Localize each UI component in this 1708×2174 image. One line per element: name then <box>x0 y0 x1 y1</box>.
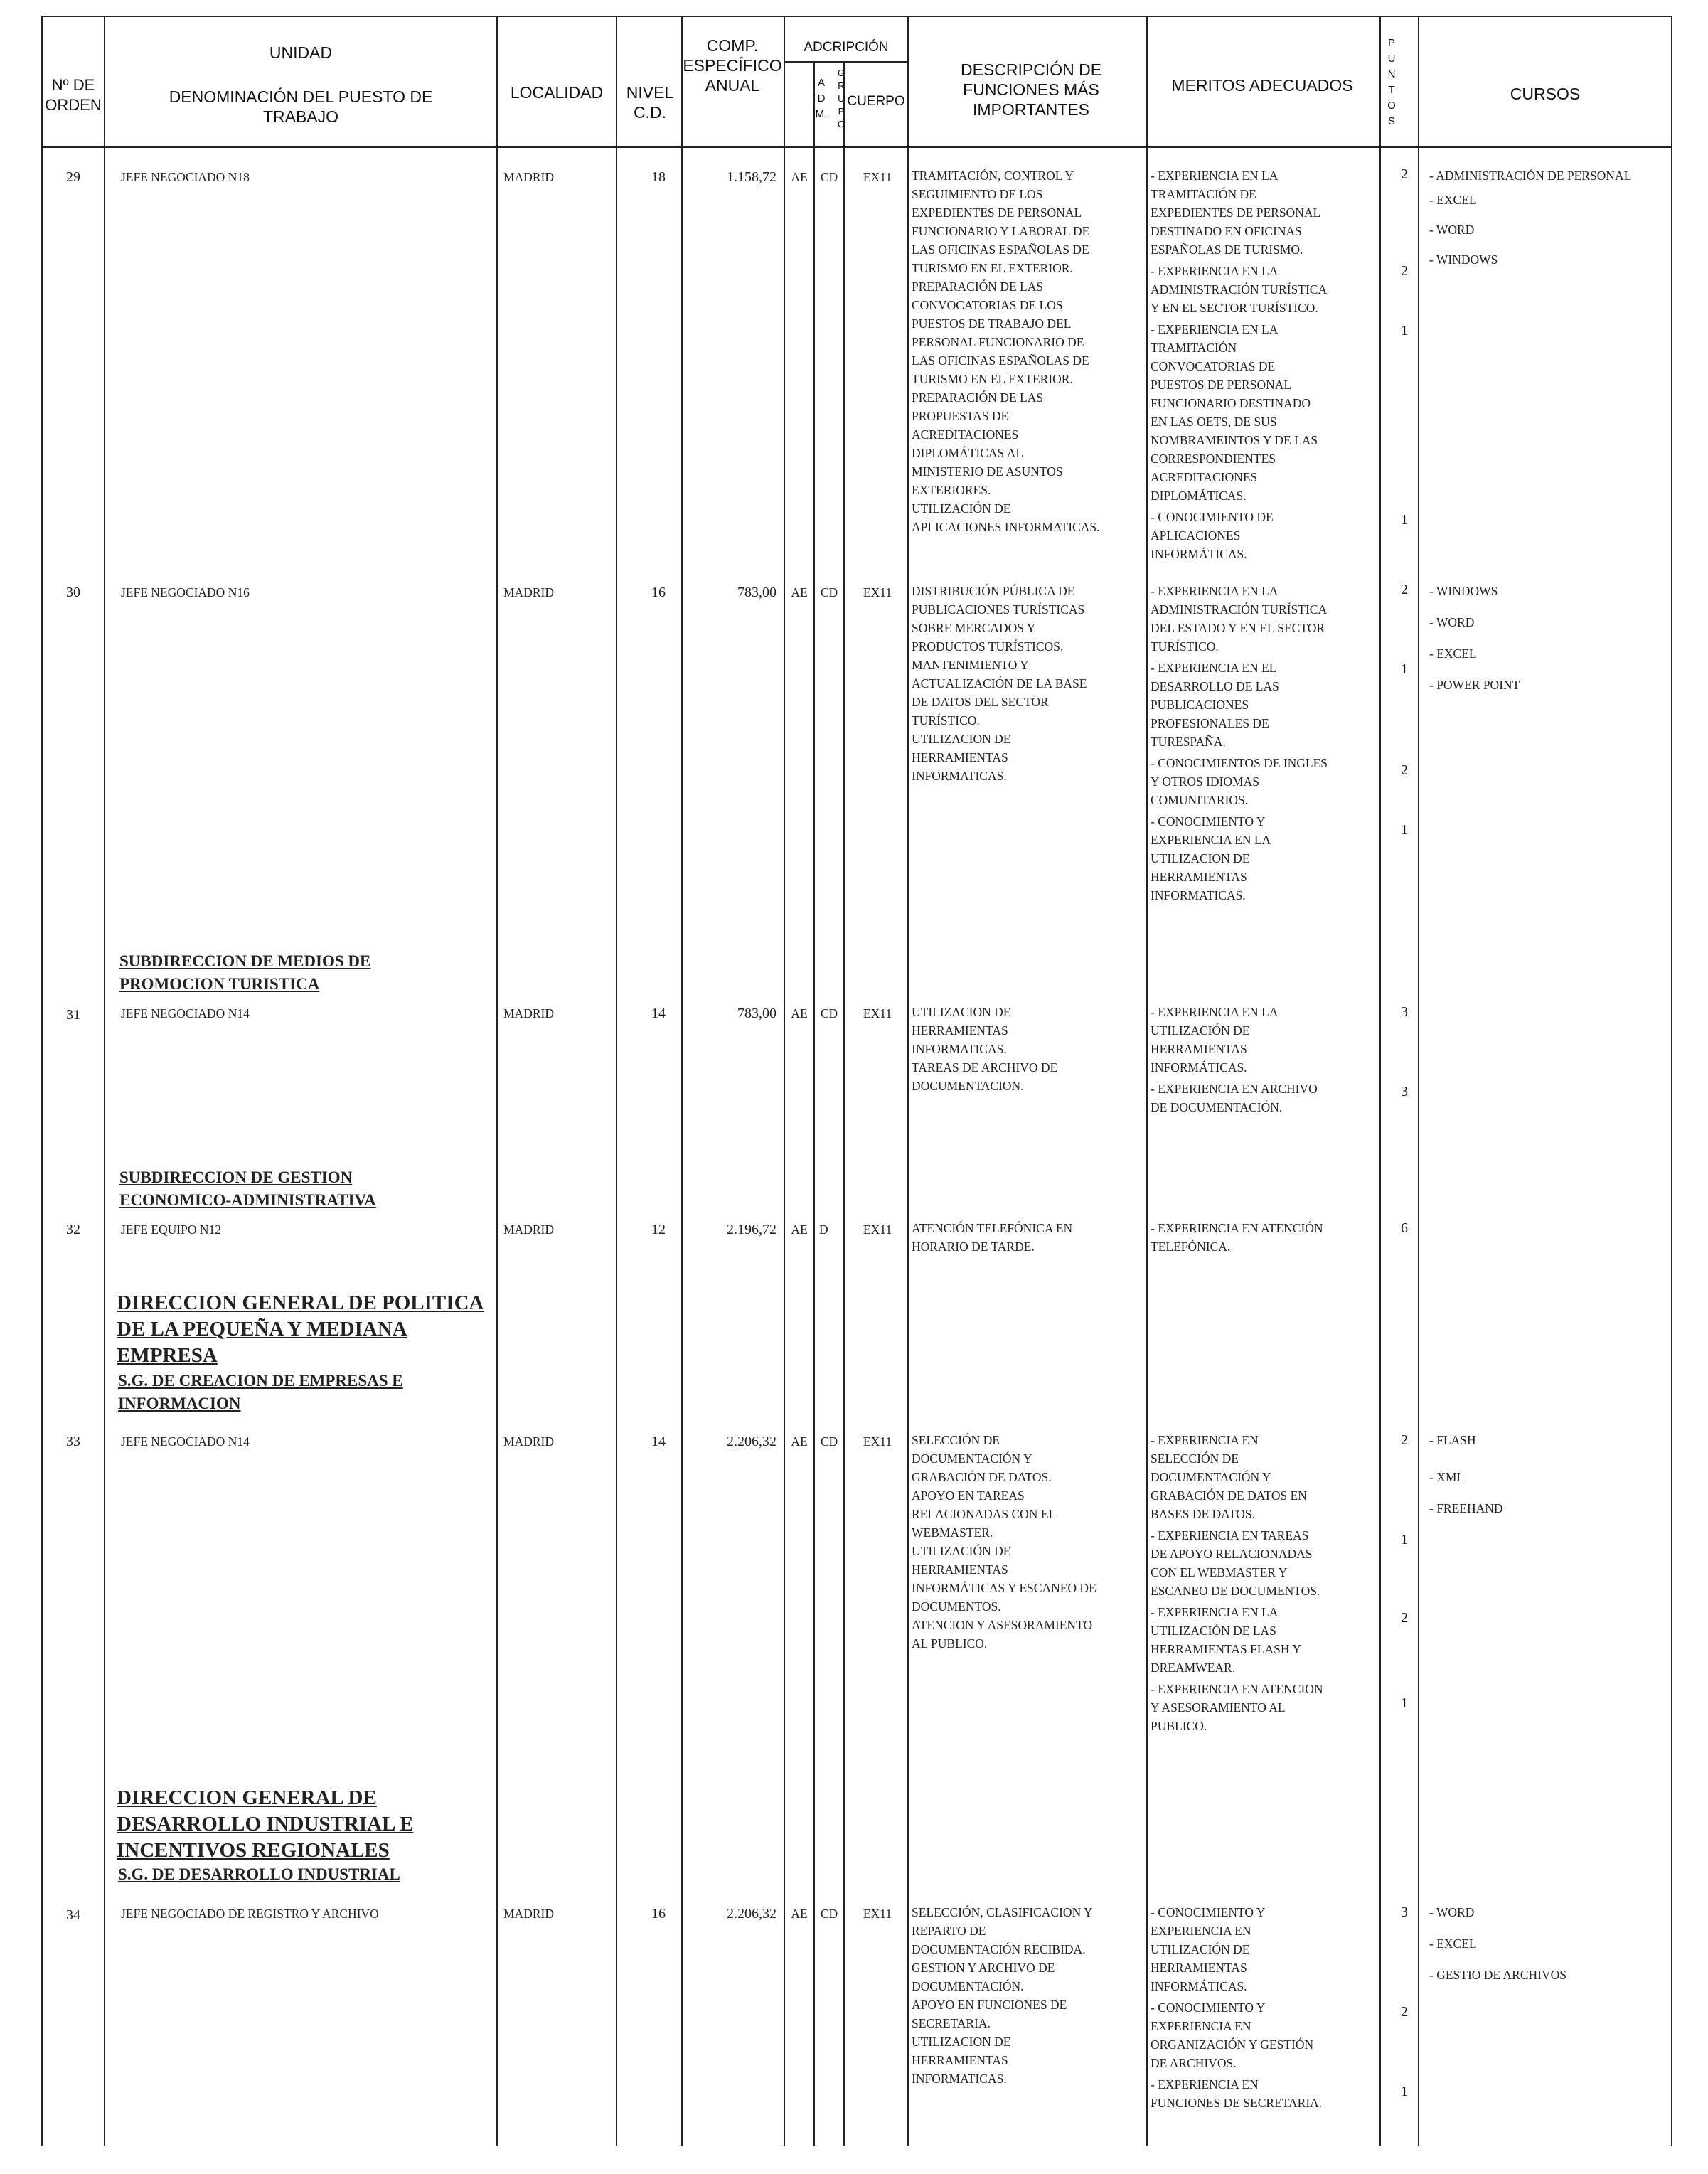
section-line: DESARROLLO INDUSTRIAL E <box>117 1813 414 1835</box>
merit-item <box>1151 320 1377 505</box>
text-line: EXPEDIENTES DE PERSONAL <box>912 206 1082 220</box>
text-line: CORRESPONDIENTES <box>1151 452 1276 466</box>
merit-item <box>1151 1603 1377 1677</box>
row-33-nivel: 14 <box>651 1434 666 1449</box>
text-line: HERRAMIENTAS <box>1151 1042 1247 1056</box>
merit-item <box>1151 1680 1377 1735</box>
row-34-nivel: 16 <box>651 1906 666 1922</box>
row-29-puntos-2: 2 <box>1401 263 1408 279</box>
row-33-funciones <box>912 1431 1143 1653</box>
row-30-nivel: 16 <box>651 585 666 600</box>
course-item: - GESTIO DE ARCHIVOS <box>1429 1968 1566 1982</box>
text-line: - CONOCIMIENTO Y <box>1151 1905 1266 1919</box>
text-line: TURISMO EN EL EXTERIOR. <box>912 372 1073 386</box>
text-line: DISTRIBUCIÓN PÚBLICA DE <box>912 584 1075 598</box>
row-29-puesto: JEFE NEGOCIADO N18 <box>121 170 250 184</box>
text-line: PREPARACIÓN DE LAS <box>912 390 1044 405</box>
row-34-puntos-3: 1 <box>1401 2084 1408 2099</box>
row-31-puesto: JEFE NEGOCIADO N14 <box>121 1006 250 1021</box>
row-34-funciones <box>912 1903 1143 2088</box>
text-line: HERRAMIENTAS <box>1151 870 1247 884</box>
row-32-adm: AE <box>791 1222 808 1237</box>
text-line: INFORMÁTICAS Y ESCANEO DE <box>912 1581 1096 1595</box>
row-29-grupo: CD <box>820 170 838 184</box>
text-line: - EXPERIENCIA EN <box>1151 1433 1259 1447</box>
section-subdireccion-medios <box>119 950 489 996</box>
row-31-puntos-2: 3 <box>1401 1084 1408 1099</box>
text-line: CON EL WEBMASTER Y <box>1151 1565 1288 1579</box>
text-line: SECRETARIA. <box>912 2016 991 2030</box>
text-line: HERRAMIENTAS <box>912 2053 1008 2067</box>
row-29-puntos-1: 2 <box>1401 166 1408 182</box>
col-border-localidad <box>616 16 617 2146</box>
course-item: - ADMINISTRACIÓN DE PERSONAL <box>1429 169 1632 183</box>
col-border-orden <box>104 16 105 2146</box>
text-line: BASES DE DATOS. <box>1151 1507 1255 1521</box>
text-line: ADMINISTRACIÓN TURÍSTICA <box>1151 602 1328 617</box>
text-line: GESTION Y ARCHIVO DE <box>912 1961 1055 1975</box>
row-30-grupo: CD <box>820 585 838 600</box>
row-29-funciones <box>912 166 1143 536</box>
text-line: MINISTERIO DE ASUNTOS <box>912 464 1063 479</box>
row-33-adm: AE <box>791 1434 808 1449</box>
row-30-localidad: MADRID <box>503 585 554 600</box>
header-cuerpo: CUERPO <box>847 94 905 109</box>
row-33-grupo: CD <box>820 1434 838 1449</box>
text-line: UTILIZACIÓN DE LAS <box>1151 1624 1276 1638</box>
text-line: DESARROLLO DE LAS <box>1151 679 1279 693</box>
text-line: UTILIZACION DE <box>1151 851 1250 865</box>
text-line: APOYO EN FUNCIONES DE <box>912 1998 1067 2012</box>
row-31-localidad: MADRID <box>503 1006 554 1021</box>
text-line: APLICACIONES INFORMATICAS. <box>912 520 1100 534</box>
row-30-orden: 30 <box>66 585 80 600</box>
text-line: MANTENIMIENTO Y <box>912 658 1029 672</box>
text-line: HERRAMIENTAS FLASH Y <box>1151 1642 1301 1656</box>
text-line: NOMBRAMEINTOS Y DE LAS <box>1151 433 1318 447</box>
row-32-nivel: 12 <box>651 1222 666 1237</box>
row-33-meritos <box>1151 1431 1377 1738</box>
text-line: DOCUMENTACIÓN. <box>912 1979 1024 1993</box>
text-line: ATENCIÓN TELEFÓNICA EN <box>912 1221 1073 1235</box>
text-line: CONVOCATORIAS DE LOS <box>912 298 1063 312</box>
text-line: AL PUBLICO. <box>912 1636 988 1651</box>
text-line: DOCUMENTOS. <box>912 1599 1001 1614</box>
text-line: DOCUMENTACION. <box>912 1079 1024 1093</box>
row-29-comp: 1.158,72 <box>727 169 776 185</box>
row-29-meritos <box>1151 166 1377 566</box>
section-line: DE LA PEQUEÑA Y MEDIANA <box>117 1318 407 1341</box>
text-line: TRAMITACIÓN DE <box>1151 187 1256 201</box>
text-line: UTILIZACION DE <box>912 732 1011 746</box>
text-line: - EXPERIENCIA EN <box>1151 2077 1259 2092</box>
col-border-puntos <box>1418 16 1419 2146</box>
section-dg-pyme <box>117 1290 493 1369</box>
row-29-puntos-3: 1 <box>1401 323 1408 339</box>
row-29-cuerpo: EX11 <box>863 170 892 184</box>
text-line: ACREDITACIONES <box>912 427 1019 442</box>
text-line: DREAMWEAR. <box>1151 1661 1236 1675</box>
row-31-grupo: CD <box>820 1006 838 1021</box>
text-line: EXPERIENCIA EN <box>1151 1924 1251 1938</box>
text-line: INFORMATICAS. <box>912 1042 1007 1056</box>
row-34-localidad: MADRID <box>503 1907 554 1921</box>
adscripcion-divider <box>784 61 907 63</box>
text-line: ORGANIZACIÓN Y GESTIÓN <box>1151 2037 1314 2052</box>
row-31-puntos-1: 3 <box>1401 1004 1408 1020</box>
text-line: - EXPERIENCIA EN TAREAS <box>1151 1528 1309 1542</box>
text-line: PROFESIONALES DE <box>1151 716 1269 730</box>
text-line: DESTINADO EN OFICINAS <box>1151 224 1302 238</box>
row-33-puntos-3: 2 <box>1401 1610 1408 1626</box>
course-item: - WINDOWS <box>1429 252 1498 267</box>
text-line: EXTERIORES. <box>912 483 991 497</box>
row-31-orden: 31 <box>66 1007 80 1023</box>
row-30-puesto: JEFE NEGOCIADO N16 <box>121 585 250 600</box>
text-line: TURESPAÑA. <box>1151 735 1226 749</box>
text-line: FUNCIONES DE SECRETARIA. <box>1151 2096 1323 2110</box>
text-line: HORARIO DE TARDE. <box>912 1240 1035 1254</box>
text-line: TURÍSTICO. <box>912 713 980 728</box>
text-line: WEBMASTER. <box>912 1525 993 1540</box>
row-30-adm: AE <box>791 585 808 600</box>
text-line: - EXPERIENCIA EN LA <box>1151 169 1279 183</box>
text-line: - EXPERIENCIA EN EL <box>1151 661 1277 675</box>
text-line: RELACIONADAS CON EL <box>912 1507 1057 1521</box>
text-line: DE DOCUMENTACIÓN. <box>1151 1100 1283 1114</box>
text-line: HERRAMIENTAS <box>912 1023 1008 1038</box>
text-line: COMUNITARIOS. <box>1151 793 1249 807</box>
text-line: SELECCIÓN DE <box>912 1433 1000 1447</box>
row-33-puntos-4: 1 <box>1401 1695 1408 1711</box>
text-line: INFORMATICAS. <box>1151 888 1246 902</box>
row-34-cursos <box>1429 1903 1668 1984</box>
text-line: TAREAS DE ARCHIVO DE <box>912 1060 1058 1075</box>
header-localidad: LOCALIDAD <box>510 83 604 102</box>
course-item: - EXCEL <box>1429 1936 1477 1951</box>
row-32-comp: 2.196,72 <box>727 1222 776 1237</box>
section-sg-desarrollo-industrial <box>118 1863 493 1886</box>
text-line: DEL ESTADO Y EN EL SECTOR <box>1151 621 1325 635</box>
row-31-comp: 783,00 <box>737 1006 776 1021</box>
text-line: ESCANEO DE DOCUMENTOS. <box>1151 1584 1320 1598</box>
row-29-orden: 29 <box>66 169 80 185</box>
header-comp: COMP. ESPECÍFICO ANUAL <box>683 36 782 95</box>
header-meritos: MERITOS ADECUADOS <box>1171 76 1353 95</box>
text-line: REPARTO DE <box>912 1924 986 1938</box>
merit-item <box>1151 1219 1377 1256</box>
text-line: INFORMÁTICAS. <box>1151 547 1247 561</box>
text-line: Y EN EL SECTOR TURÍSTICO. <box>1151 301 1318 315</box>
merit-item <box>1151 166 1377 259</box>
row-31-nivel: 14 <box>651 1006 666 1021</box>
text-line: APOYO EN TAREAS <box>912 1488 1025 1503</box>
section-dg-desarrollo-industrial <box>117 1785 493 1864</box>
row-33-puntos-1: 2 <box>1401 1432 1408 1448</box>
course-item: - WORD <box>1429 1905 1475 1919</box>
section-line: PROMOCION TURISTICA <box>119 975 320 993</box>
merit-item <box>1151 262 1377 317</box>
text-line: - EXPERIENCIA EN ARCHIVO <box>1151 1082 1318 1096</box>
col-border-grupo <box>843 61 845 2146</box>
table-top-border <box>41 16 1671 17</box>
text-line: EXPERIENCIA EN <box>1151 2019 1251 2033</box>
col-border-left <box>41 16 43 2146</box>
row-32-cuerpo: EX11 <box>863 1222 892 1237</box>
text-line: SEGUIMIENTO DE LOS <box>912 187 1043 201</box>
row-30-meritos <box>1151 582 1377 907</box>
text-line: Y OTROS IDIOMAS <box>1151 774 1259 789</box>
text-line: EXPEDIENTES DE PERSONAL <box>1151 206 1321 220</box>
header-puntos: P U N T O S <box>1387 37 1396 127</box>
row-34-puntos-1: 3 <box>1401 1904 1408 1920</box>
text-line: PUBLICACIONES <box>1151 698 1249 712</box>
header-grupo: G R U P O <box>837 68 845 129</box>
header-orden: Nº DE ORDEN <box>45 76 102 114</box>
row-34-adm: AE <box>791 1907 808 1921</box>
row-32-puntos-1: 6 <box>1401 1220 1408 1236</box>
row-34-comp: 2.206,32 <box>727 1906 776 1922</box>
row-30-puntos-3: 2 <box>1401 762 1408 778</box>
row-34-meritos <box>1151 1903 1377 2115</box>
section-line: ECONOMICO-ADMINISTRATIVA <box>119 1191 376 1209</box>
text-line: ATENCION Y ASESORAMIENTO <box>912 1618 1093 1632</box>
row-30-comp: 783,00 <box>737 585 776 600</box>
text-line: ACTUALIZACIÓN DE LA BASE <box>912 676 1087 691</box>
text-line: DOCUMENTACIÓN Y <box>912 1451 1032 1466</box>
text-line: - CONOCIMIENTO Y <box>1151 814 1266 828</box>
row-33-cursos <box>1429 1431 1668 1518</box>
text-line: DOCUMENTACIÓN Y <box>1151 1470 1271 1484</box>
text-line: ACREDITACIONES <box>1151 470 1258 484</box>
text-line: - EXPERIENCIA EN ATENCION <box>1151 1682 1323 1696</box>
merit-item <box>1151 582 1377 656</box>
section-line: SUBDIRECCION DE MEDIOS DE <box>119 952 371 970</box>
text-line: ADMINISTRACIÓN TURÍSTICA <box>1151 282 1328 297</box>
merit-item <box>1151 508 1377 563</box>
col-border-adm <box>813 61 815 2146</box>
row-29-adm: AE <box>791 170 808 184</box>
header-denominacion: DENOMINACIÓN DEL PUESTO DE TRABAJO <box>169 87 433 126</box>
row-33-puesto: JEFE NEGOCIADO N14 <box>121 1434 250 1449</box>
row-31-meritos <box>1151 1003 1377 1119</box>
text-line: INFORMÁTICAS. <box>1151 1060 1247 1075</box>
row-34-orden: 34 <box>66 1907 80 1923</box>
row-33-comp: 2.206,32 <box>727 1434 776 1449</box>
text-line: - EXPERIENCIA EN LA <box>1151 1005 1279 1019</box>
text-line: - EXPERIENCIA EN ATENCIÓN <box>1151 1221 1323 1235</box>
text-line: TRAMITACIÓN, CONTROL Y <box>912 169 1074 183</box>
course-item: - POWER POINT <box>1429 678 1520 692</box>
text-line: DE APOYO RELACIONADAS <box>1151 1547 1313 1561</box>
text-line: PUESTOS DE TRABAJO DEL <box>912 316 1072 331</box>
merit-item <box>1151 1903 1377 1996</box>
text-line: UTILIZACION DE <box>912 1005 1011 1019</box>
header-descripcion: DESCRIPCIÓN DE FUNCIONES MÁS IMPORTANTES <box>960 60 1102 119</box>
row-31-adm: AE <box>791 1006 808 1021</box>
text-line: - EXPERIENCIA EN LA <box>1151 1605 1279 1619</box>
text-line: PROPUESTAS DE <box>912 409 1009 423</box>
row-33-localidad: MADRID <box>503 1434 554 1449</box>
section-line: SUBDIRECCION DE GESTION <box>119 1168 353 1186</box>
text-line: PREPARACIÓN DE LAS <box>912 279 1044 294</box>
text-line: TRAMITACIÓN <box>1151 341 1237 355</box>
header-unidad: UNIDAD <box>269 43 333 62</box>
row-30-puntos-2: 1 <box>1401 661 1408 677</box>
row-31-cuerpo: EX11 <box>863 1006 892 1021</box>
header-adscripcion: ADCRIPCIÓN <box>804 40 889 55</box>
row-29-nivel: 18 <box>651 169 666 185</box>
course-item: - FLASH <box>1429 1433 1476 1447</box>
text-line: DIPLOMÁTICAS. <box>1151 489 1247 503</box>
row-30-cuerpo: EX11 <box>863 585 892 600</box>
row-31-funciones <box>912 1003 1143 1095</box>
row-30-funciones <box>912 582 1143 785</box>
header-adm: A D M. <box>815 77 828 120</box>
row-30-puntos-1: 2 <box>1401 582 1408 597</box>
text-line: ESPAÑOLAS DE TURISMO. <box>1151 243 1303 257</box>
header-cursos: CURSOS <box>1510 85 1581 103</box>
row-30-cursos <box>1429 582 1668 694</box>
col-border-descripcion <box>1146 16 1148 2146</box>
text-line: UTILIZACIÓN DE <box>912 1544 1011 1558</box>
row-32-orden: 32 <box>66 1222 80 1237</box>
text-line: PUBLICACIONES TURÍSTICAS <box>912 602 1085 617</box>
col-border-comp <box>784 16 785 2146</box>
merit-item <box>1151 754 1377 809</box>
col-border-meritos <box>1379 16 1381 2146</box>
text-line: GRABACIÓN DE DATOS. <box>912 1470 1052 1484</box>
text-line: - EXPERIENCIA EN LA <box>1151 264 1279 278</box>
text-line: EN LAS OETS, DE SUS <box>1151 415 1277 429</box>
text-line: - CONOCIMIENTO DE <box>1151 510 1274 524</box>
text-line: PUBLICO. <box>1151 1719 1207 1733</box>
col-border-nivel <box>681 16 683 2146</box>
section-line: DIRECCION GENERAL DE <box>117 1786 377 1809</box>
text-line: PUESTOS DE PERSONAL <box>1151 378 1292 392</box>
row-32-meritos <box>1151 1219 1377 1259</box>
row-30-puntos-4: 1 <box>1401 822 1408 838</box>
section-subdireccion-gestion <box>119 1166 489 1212</box>
text-line: UTILIZACION DE <box>912 2035 1011 2049</box>
text-line: EXPERIENCIA EN LA <box>1151 833 1271 847</box>
text-line: SELECCIÓN DE <box>1151 1451 1239 1466</box>
section-line: S.G. DE CREACION DE EMPRESAS E <box>118 1372 403 1390</box>
course-item: - WINDOWS <box>1429 584 1498 598</box>
text-line: - CONOCIMIENTOS DE INGLES <box>1151 756 1328 770</box>
section-line: INCENTIVOS REGIONALES <box>117 1839 390 1862</box>
text-line: - CONOCIMIENTO Y <box>1151 2000 1266 2015</box>
text-line: PERSONAL FUNCIONARIO DE <box>912 335 1084 349</box>
text-line: - EXPERIENCIA EN LA <box>1151 322 1279 336</box>
text-line: LAS OFICINAS ESPAÑOLAS DE <box>912 243 1089 257</box>
text-line: INFORMATICAS. <box>912 769 1007 783</box>
merit-item <box>1151 1080 1377 1117</box>
text-line: HERRAMIENTAS <box>912 1562 1008 1577</box>
text-line: - EXPERIENCIA EN LA <box>1151 584 1279 598</box>
text-line: GRABACIÓN DE DATOS EN <box>1151 1488 1307 1503</box>
col-border-right <box>1671 16 1672 2146</box>
row-34-grupo: CD <box>820 1907 838 1921</box>
text-line: Y ASESORAMIENTO AL <box>1151 1700 1286 1715</box>
row-34-puesto: JEFE NEGOCIADO DE REGISTRO Y ARCHIVO <box>121 1907 379 1921</box>
merit-item <box>1151 2075 1377 2112</box>
text-line: UTILIZACIÓN DE <box>1151 1023 1250 1038</box>
text-line: SELECCIÓN, CLASIFICACION Y <box>912 1905 1093 1919</box>
row-32-puesto: JEFE EQUIPO N12 <box>121 1222 221 1237</box>
course-item: - XML <box>1429 1470 1465 1484</box>
text-line: INFORMATICAS. <box>912 2072 1007 2086</box>
row-33-cuerpo: EX11 <box>863 1434 892 1449</box>
section-line: EMPRESA <box>117 1344 218 1367</box>
row-33-orden: 33 <box>66 1434 80 1449</box>
section-sg-creacion-empresas <box>118 1370 493 1415</box>
text-line: DE DATOS DEL SECTOR <box>912 695 1049 709</box>
row-32-funciones <box>912 1219 1143 1256</box>
row-29-localidad: MADRID <box>503 170 554 184</box>
merit-item <box>1151 1998 1377 2072</box>
row-32-grupo: D <box>819 1222 828 1237</box>
course-item: - WORD <box>1429 615 1475 629</box>
merit-item <box>1151 1003 1377 1077</box>
section-line: INFORMACION <box>118 1395 241 1412</box>
col-border-cuerpo <box>907 16 909 2146</box>
text-line: HERRAMIENTAS <box>912 750 1008 764</box>
text-line: UTILIZACIÓN DE <box>912 501 1011 516</box>
course-item: - EXCEL <box>1429 193 1477 207</box>
row-29-puntos-4: 1 <box>1401 512 1408 528</box>
row-34-cuerpo: EX11 <box>863 1907 892 1921</box>
text-line: INFORMÁTICAS. <box>1151 1979 1247 1993</box>
text-line: DOCUMENTACIÓN RECIBIDA. <box>912 1942 1086 1956</box>
text-line: FUNCIONARIO Y LABORAL DE <box>912 224 1090 238</box>
text-line: DIPLOMÁTICAS AL <box>912 446 1024 460</box>
row-33-puntos-2: 1 <box>1401 1532 1408 1547</box>
row-29-cursos <box>1429 166 1668 269</box>
text-line: DE ARCHIVOS. <box>1151 2056 1237 2070</box>
section-line: DIRECCION GENERAL DE POLITICA <box>117 1291 484 1314</box>
text-line: PRODUCTOS TURÍSTICOS. <box>912 639 1064 654</box>
text-line: TURISMO EN EL EXTERIOR. <box>912 261 1073 275</box>
course-item: - FREEHAND <box>1429 1501 1503 1515</box>
course-item: - WORD <box>1429 223 1475 237</box>
text-line: FUNCIONARIO DESTINADO <box>1151 396 1311 410</box>
text-line: UTILIZACIÓN DE <box>1151 1942 1250 1956</box>
col-border-denominacion <box>496 16 498 2146</box>
text-line: LAS OFICINAS ESPAÑOLAS DE <box>912 353 1089 368</box>
row-32-localidad: MADRID <box>503 1222 554 1237</box>
merit-item <box>1151 812 1377 905</box>
merit-item <box>1151 1526 1377 1600</box>
header-bottom-border <box>41 146 1671 148</box>
course-item: - EXCEL <box>1429 646 1477 661</box>
merit-item <box>1151 1431 1377 1523</box>
section-line: S.G. DE DESARROLLO INDUSTRIAL <box>118 1865 400 1883</box>
text-line: TURÍSTICO. <box>1151 639 1219 654</box>
text-line: TELEFÓNICA. <box>1151 1240 1231 1254</box>
text-line: SOBRE MERCADOS Y <box>912 621 1036 635</box>
text-line: CONVOCATORIAS DE <box>1151 359 1276 373</box>
text-line: APLICACIONES <box>1151 528 1241 543</box>
text-line: HERRAMIENTAS <box>1151 1961 1247 1975</box>
row-34-puntos-2: 2 <box>1401 2004 1408 2020</box>
merit-item <box>1151 659 1377 751</box>
header-nivel: NIVEL C.D. <box>626 83 674 122</box>
